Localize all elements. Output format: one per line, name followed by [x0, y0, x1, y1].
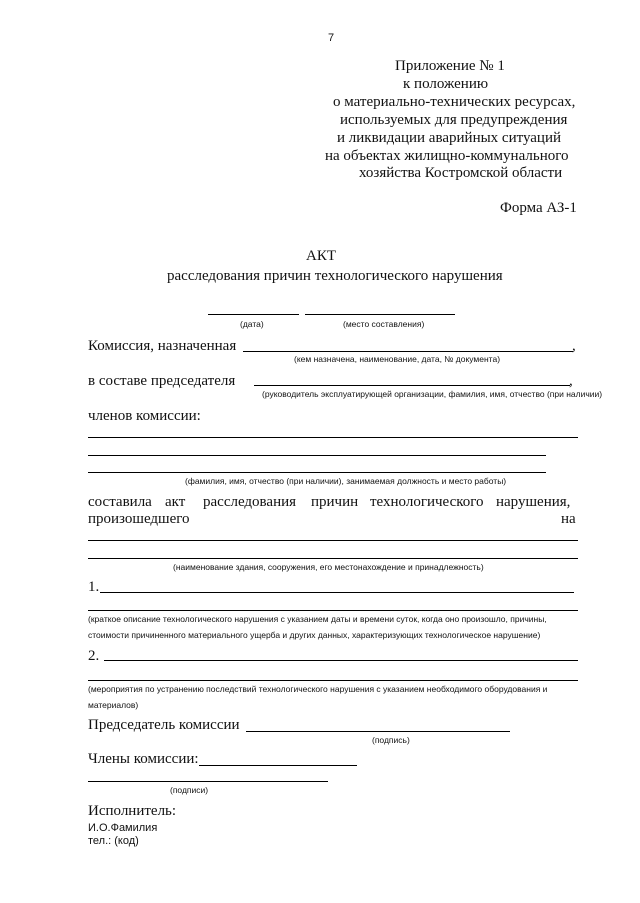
- signatures-caption: (подписи): [170, 785, 209, 795]
- signature-caption: (подпись): [372, 735, 410, 745]
- drafted-word: расследования: [203, 494, 297, 510]
- item-1-number: 1.: [88, 579, 100, 595]
- drafted-word: акт: [165, 494, 186, 510]
- document-title: АКТ: [306, 248, 336, 264]
- appendix-line: Приложение № 1: [395, 58, 505, 74]
- drafted-word: составила: [88, 494, 152, 510]
- members-caption: (фамилия, имя, отчество (при наличии), занимаемая должность и место работы): [185, 476, 507, 486]
- members-signature-field-1[interactable]: [199, 765, 357, 766]
- appointed-caption: (кем назначена, наименование, дата, № документа): [294, 354, 501, 364]
- item-1-field-2[interactable]: [88, 610, 578, 611]
- description-caption-2: стоимости причиненного материального ущерба и других данных, характеризующих технологическое нарушение): [88, 630, 541, 640]
- members-field-3[interactable]: [88, 472, 546, 473]
- building-caption: (наименование здания, сооружения, его местонахождение и принадлежность): [173, 562, 484, 572]
- chairman-sign-label: Председатель комиссии: [88, 717, 240, 733]
- measures-caption-2: материалов): [88, 700, 139, 710]
- appendix-line: и ликвидации аварийных ситуаций: [337, 130, 562, 146]
- executor-phone: тел.: (код): [88, 835, 139, 847]
- executor-label: Исполнитель:: [88, 803, 177, 819]
- place-caption: (место составления): [343, 319, 425, 329]
- chair-label: в составе председателя: [88, 373, 236, 389]
- comma: ,: [572, 338, 576, 354]
- chair-caption: (руководитель эксплуатирующей организации, фамилия, имя, отчество (при наличии): [262, 389, 603, 399]
- building-field-2[interactable]: [88, 558, 578, 559]
- item-2-field-2[interactable]: [88, 680, 578, 681]
- drafted-word: технологического: [370, 494, 484, 510]
- place-field[interactable]: [305, 314, 455, 315]
- document-subtitle: расследования причин технологического нарушения: [167, 268, 503, 284]
- appendix-line: к положению: [403, 76, 489, 92]
- chair-field[interactable]: [254, 385, 570, 386]
- item-1-field[interactable]: [100, 592, 574, 593]
- occurred-label: произошедшего: [88, 511, 190, 527]
- appendix-line: используемых для предупреждения: [340, 112, 568, 128]
- page-number: 7: [328, 32, 335, 44]
- on-label: на: [561, 511, 576, 527]
- drafted-word: причин: [311, 494, 359, 510]
- date-caption: (дата): [240, 319, 264, 329]
- drafted-word: нарушения,: [496, 494, 571, 510]
- building-field-1[interactable]: [88, 540, 578, 541]
- members-field-1[interactable]: [88, 437, 578, 438]
- date-field[interactable]: [208, 314, 299, 315]
- members-signature-field-2[interactable]: [88, 781, 328, 782]
- item-2-field[interactable]: [104, 660, 578, 661]
- form-label: Форма АЗ-1: [500, 200, 577, 216]
- commission-label: Комиссия, назначенная: [88, 338, 237, 354]
- members-sign-label: Члены комиссии:: [88, 751, 199, 767]
- members-field-2[interactable]: [88, 455, 546, 456]
- chairman-signature-field[interactable]: [246, 731, 510, 732]
- appendix-line: хозяйства Костромской области: [359, 165, 563, 181]
- members-label: членов комиссии:: [88, 408, 201, 424]
- comma: ,: [569, 373, 573, 389]
- description-caption-1: (краткое описание технологического нарушения с указанием даты и времени суток, когда оно произошло, причины,: [88, 614, 547, 624]
- measures-caption-1: (мероприятия по устранению последствий технологического нарушения с указанием необходимого оборудования и: [88, 684, 548, 694]
- item-2-number: 2.: [88, 648, 100, 664]
- appendix-line: о материально-технических ресурсах,: [333, 94, 576, 110]
- executor-name: И.О.Фамилия: [88, 822, 158, 834]
- commission-field[interactable]: [243, 351, 573, 352]
- appendix-line: на объектах жилищно-коммунального: [325, 148, 569, 164]
